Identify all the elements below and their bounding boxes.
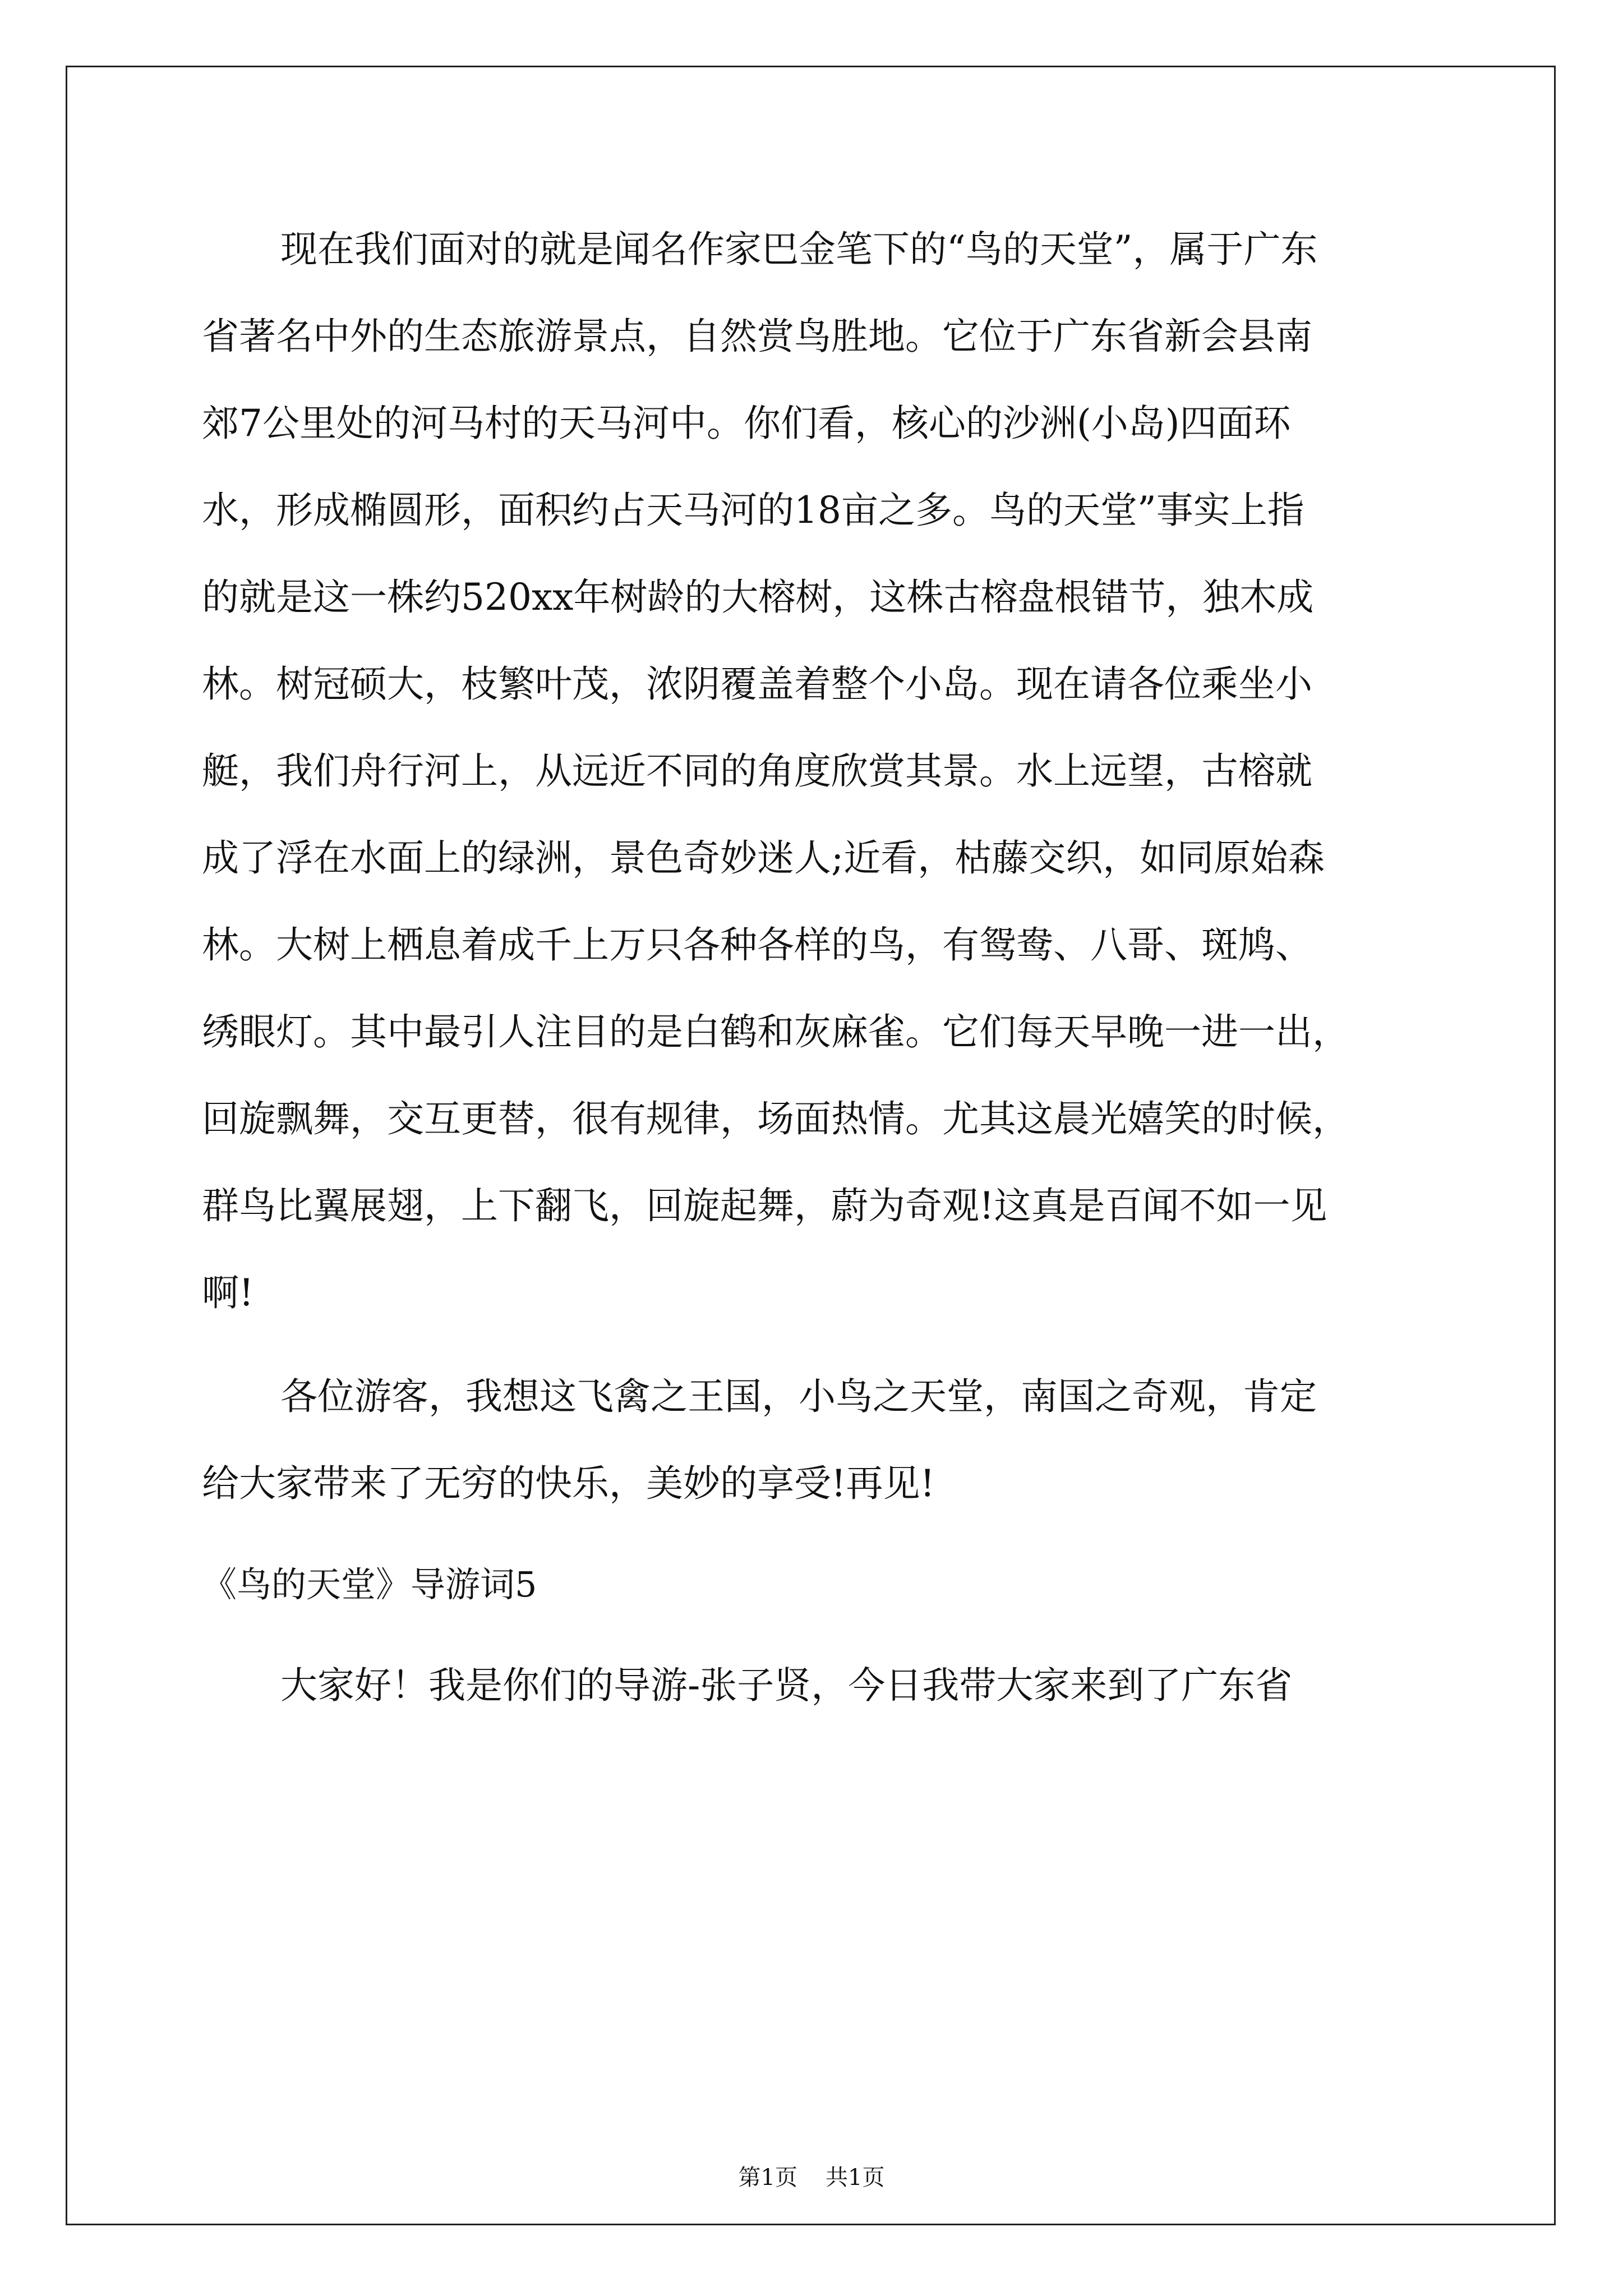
- paragraph-1-line-2: 省著名中外的生态旅游景点，自然赏鸟胜地。它位于广东省新会县南: [202, 315, 1312, 358]
- paragraph-1-line-11: 回旋飘舞，交互更替，很有规律，场面热情。尤其这晨光嬉笑的时候，: [202, 1097, 1349, 1140]
- closing-paragraph-line-1: 大家好！我是你们的导游-张子贤，今日我带大家来到了广东省: [280, 1664, 1293, 1707]
- paragraph-1-line-5: 的就是这一株约520xx年树龄的大榕树，这株古榕盘根错节，独木成: [202, 576, 1314, 619]
- paragraph-1-line-13: 啊!: [202, 1271, 254, 1314]
- page-total: 共1页: [826, 2165, 885, 2191]
- paragraph-1-line-1: 现在我们面对的就是闻名作家巴金笔下的“鸟的天堂”，属于广东: [280, 228, 1318, 271]
- page-number: 第1页: [738, 2165, 797, 2191]
- section-heading: 《鸟的天堂》导游词5: [202, 1564, 537, 1605]
- paragraph-1-line-6: 林。树冠硕大，枝繁叶茂，浓阴覆盖着整个小岛。现在请各位乘坐小: [202, 662, 1312, 706]
- page-border: [66, 66, 1556, 2225]
- paragraph-1-line-4: 水，形成椭圆形，面积约占天马河的18亩之多。鸟的天堂”事实上指: [202, 489, 1304, 532]
- paragraph-1-line-3: 郊7公里处的河马村的天马河中。你们看，核心的沙洲(小岛)四面环: [202, 402, 1291, 445]
- paragraph-1-line-7: 艇，我们舟行河上，从远近不同的角度欣赏其景。水上远望，古榕就: [202, 749, 1312, 793]
- paragraph-2-line-2: 给大家带来了无穷的快乐，美妙的享受!再见!: [202, 1462, 935, 1505]
- paragraph-1-line-9: 林。大树上栖息着成千上万只各种各样的鸟，有鸳鸯、八哥、斑鸠、: [202, 923, 1312, 967]
- page-footer: [0, 2160, 1623, 2192]
- paragraph-1-line-12: 群鸟比翼展翅，上下翻飞，回旋起舞，蔚为奇观!这真是百闻不如一见: [202, 1184, 1327, 1227]
- paragraph-1-line-10: 绣眼灯。其中最引人注目的是白鹤和灰麻雀。它们每天早晚一进一出，: [202, 1010, 1349, 1053]
- paragraph-2-line-1: 各位游客，我想这飞禽之王国，小鸟之天堂，南国之奇观，肯定: [280, 1375, 1317, 1418]
- paragraph-1-line-8: 成了浮在水面上的绿洲，景色奇妙迷人;近看，枯藤交织，如同原始森: [202, 836, 1325, 880]
